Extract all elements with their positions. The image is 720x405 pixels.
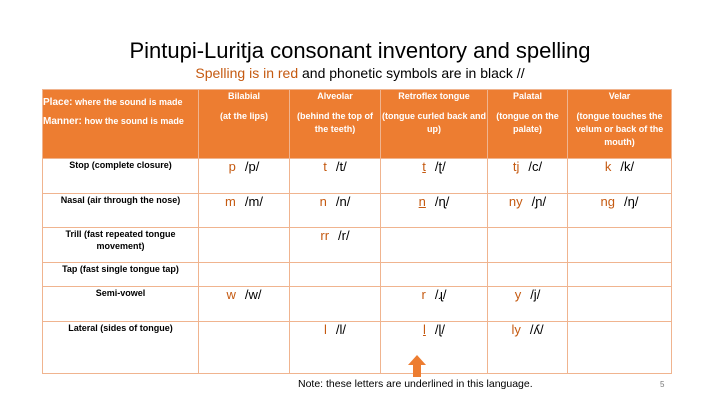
- cell-trill-velar: [568, 228, 672, 263]
- cell-stop-velar: [568, 159, 672, 194]
- column-name: Bilabial: [227, 91, 260, 101]
- spelling: t: [422, 159, 426, 174]
- cell-tap-velar: [568, 263, 672, 287]
- cell-stop-bilabial: [199, 159, 290, 194]
- table-row-tap: [43, 263, 672, 287]
- cell-lateral-retroflex: [381, 322, 488, 374]
- row-header-stop: Stop (complete closure): [43, 159, 199, 194]
- row-header-trill: Trill (fast repeated tongue movement): [43, 228, 199, 263]
- page-number: 5: [660, 380, 665, 389]
- table-row-semivowel: [43, 287, 672, 322]
- column-header-palatal: [488, 90, 568, 159]
- table-row-stop: [43, 159, 672, 194]
- spelling: l: [422, 322, 426, 337]
- spelling: rr: [320, 228, 330, 243]
- spelling: y: [514, 287, 522, 302]
- spelling: r: [421, 287, 426, 302]
- cell-semivowel-bilabial: [199, 287, 290, 322]
- consonant-table: [42, 89, 672, 374]
- phonetic-symbol: /m/: [244, 194, 263, 209]
- cell-tap-retroflex: [381, 263, 488, 287]
- spelling: w: [226, 287, 236, 302]
- column-description: (at the lips): [219, 111, 268, 121]
- cell-nasal-retroflex: [381, 194, 488, 228]
- subtitle-spelling-note: Spelling is in red: [195, 65, 299, 81]
- cell-lateral-palatal: [488, 322, 568, 374]
- spelling: p: [228, 159, 236, 174]
- column-header-retroflex: [381, 90, 488, 159]
- cell-semivowel-velar: [568, 287, 672, 322]
- place-label: Place:: [43, 97, 73, 108]
- cell-tap-palatal: [488, 263, 568, 287]
- cell-lateral-bilabial: [199, 322, 290, 374]
- spelling: ny: [508, 194, 523, 209]
- phonetic-symbol: /w/: [244, 287, 262, 302]
- table-row-trill: [43, 228, 672, 263]
- manner-description: how the sound is made: [84, 116, 184, 126]
- spelling: ly: [511, 322, 521, 337]
- phonetic-symbol: /ɻ/: [434, 287, 447, 302]
- column-description: (tongue touches the velum or back of the mouth): [575, 111, 664, 147]
- column-name: Palatal: [512, 91, 543, 101]
- phonetic-symbol: /t/: [335, 159, 347, 174]
- phonetic-symbol: /r/: [338, 228, 350, 243]
- cell-lateral-alveolar: [290, 322, 381, 374]
- cell-nasal-palatal: [488, 194, 568, 228]
- phonetic-symbol: /j/: [530, 287, 541, 302]
- phonetic-symbol: /l/: [335, 322, 346, 337]
- cell-trill-alveolar: [290, 228, 381, 263]
- spelling: ng: [600, 194, 615, 209]
- phonetic-symbol: /ŋ/: [624, 194, 639, 209]
- cell-stop-retroflex: [381, 159, 488, 194]
- column-name: Velar: [608, 91, 631, 101]
- row-header-semivowel: Semi-vowel: [43, 287, 199, 322]
- phonetic-symbol: /ʈ/: [434, 159, 446, 174]
- spelling: n: [418, 194, 426, 209]
- phonetic-symbol: /k/: [620, 159, 635, 174]
- cell-tap-alveolar: [290, 263, 381, 287]
- row-header-nasal: Nasal (air through the nose): [43, 194, 199, 228]
- phonetic-symbol: /ɲ/: [531, 194, 547, 209]
- cell-semivowel-palatal: [488, 287, 568, 322]
- phonetic-symbol: /p/: [244, 159, 260, 174]
- phonetic-symbol: /n/: [335, 194, 351, 209]
- phonetic-symbol: /ʎ/: [529, 322, 544, 337]
- phonetic-symbol: /ɭ/: [434, 322, 445, 337]
- slide-title: Pintupi-Luritja consonant inventory and spelling: [129, 38, 591, 63]
- cell-trill-bilabial: [199, 228, 290, 263]
- slide-subtitle: [0, 65, 720, 82]
- column-name: Retroflex tongue: [398, 91, 470, 101]
- up-arrow-icon: [408, 355, 426, 377]
- spelling: t: [323, 159, 327, 174]
- cell-semivowel-alveolar: [290, 287, 381, 322]
- cell-nasal-alveolar: [290, 194, 381, 228]
- place-description: where the sound is made: [74, 97, 183, 107]
- spelling: m: [225, 194, 236, 209]
- spelling: n: [319, 194, 327, 209]
- underline-note: Note: these letters are underlined in this language.: [298, 378, 533, 390]
- manner-label: Manner:: [43, 116, 82, 127]
- place-manner-header: [43, 90, 199, 159]
- cell-tap-bilabial: [199, 263, 290, 287]
- spelling: tj: [512, 159, 520, 174]
- spelling: l: [323, 322, 327, 337]
- cell-nasal-velar: [568, 194, 672, 228]
- cell-stop-alveolar: [290, 159, 381, 194]
- phonetic-symbol: /ɳ/: [434, 194, 450, 209]
- subtitle-phonetic-note: and phonetic symbols are in black //: [298, 65, 525, 81]
- cell-trill-retroflex: [381, 228, 488, 263]
- column-header-alveolar: [290, 90, 381, 159]
- cell-lateral-velar: [568, 322, 672, 374]
- cell-trill-palatal: [488, 228, 568, 263]
- table-row-lateral: [43, 322, 672, 374]
- spelling: k: [604, 159, 612, 174]
- column-description: (tongue on the palate): [496, 111, 559, 134]
- table-row-nasal: [43, 194, 672, 228]
- cell-nasal-bilabial: [199, 194, 290, 228]
- column-description: (behind the top of the teeth): [297, 111, 373, 134]
- phonetic-symbol: /c/: [528, 159, 543, 174]
- row-header-lateral: Lateral (sides of tongue): [43, 322, 199, 374]
- cell-semivowel-retroflex: [381, 287, 488, 322]
- table-header-row: [43, 90, 672, 159]
- row-header-tap: Tap (fast single tongue tap): [43, 263, 199, 287]
- cell-stop-palatal: [488, 159, 568, 194]
- column-description: (tongue curled back and up): [381, 111, 486, 134]
- column-header-velar: [568, 90, 672, 159]
- column-header-bilabial: [199, 90, 290, 159]
- column-name: Alveolar: [317, 91, 353, 101]
